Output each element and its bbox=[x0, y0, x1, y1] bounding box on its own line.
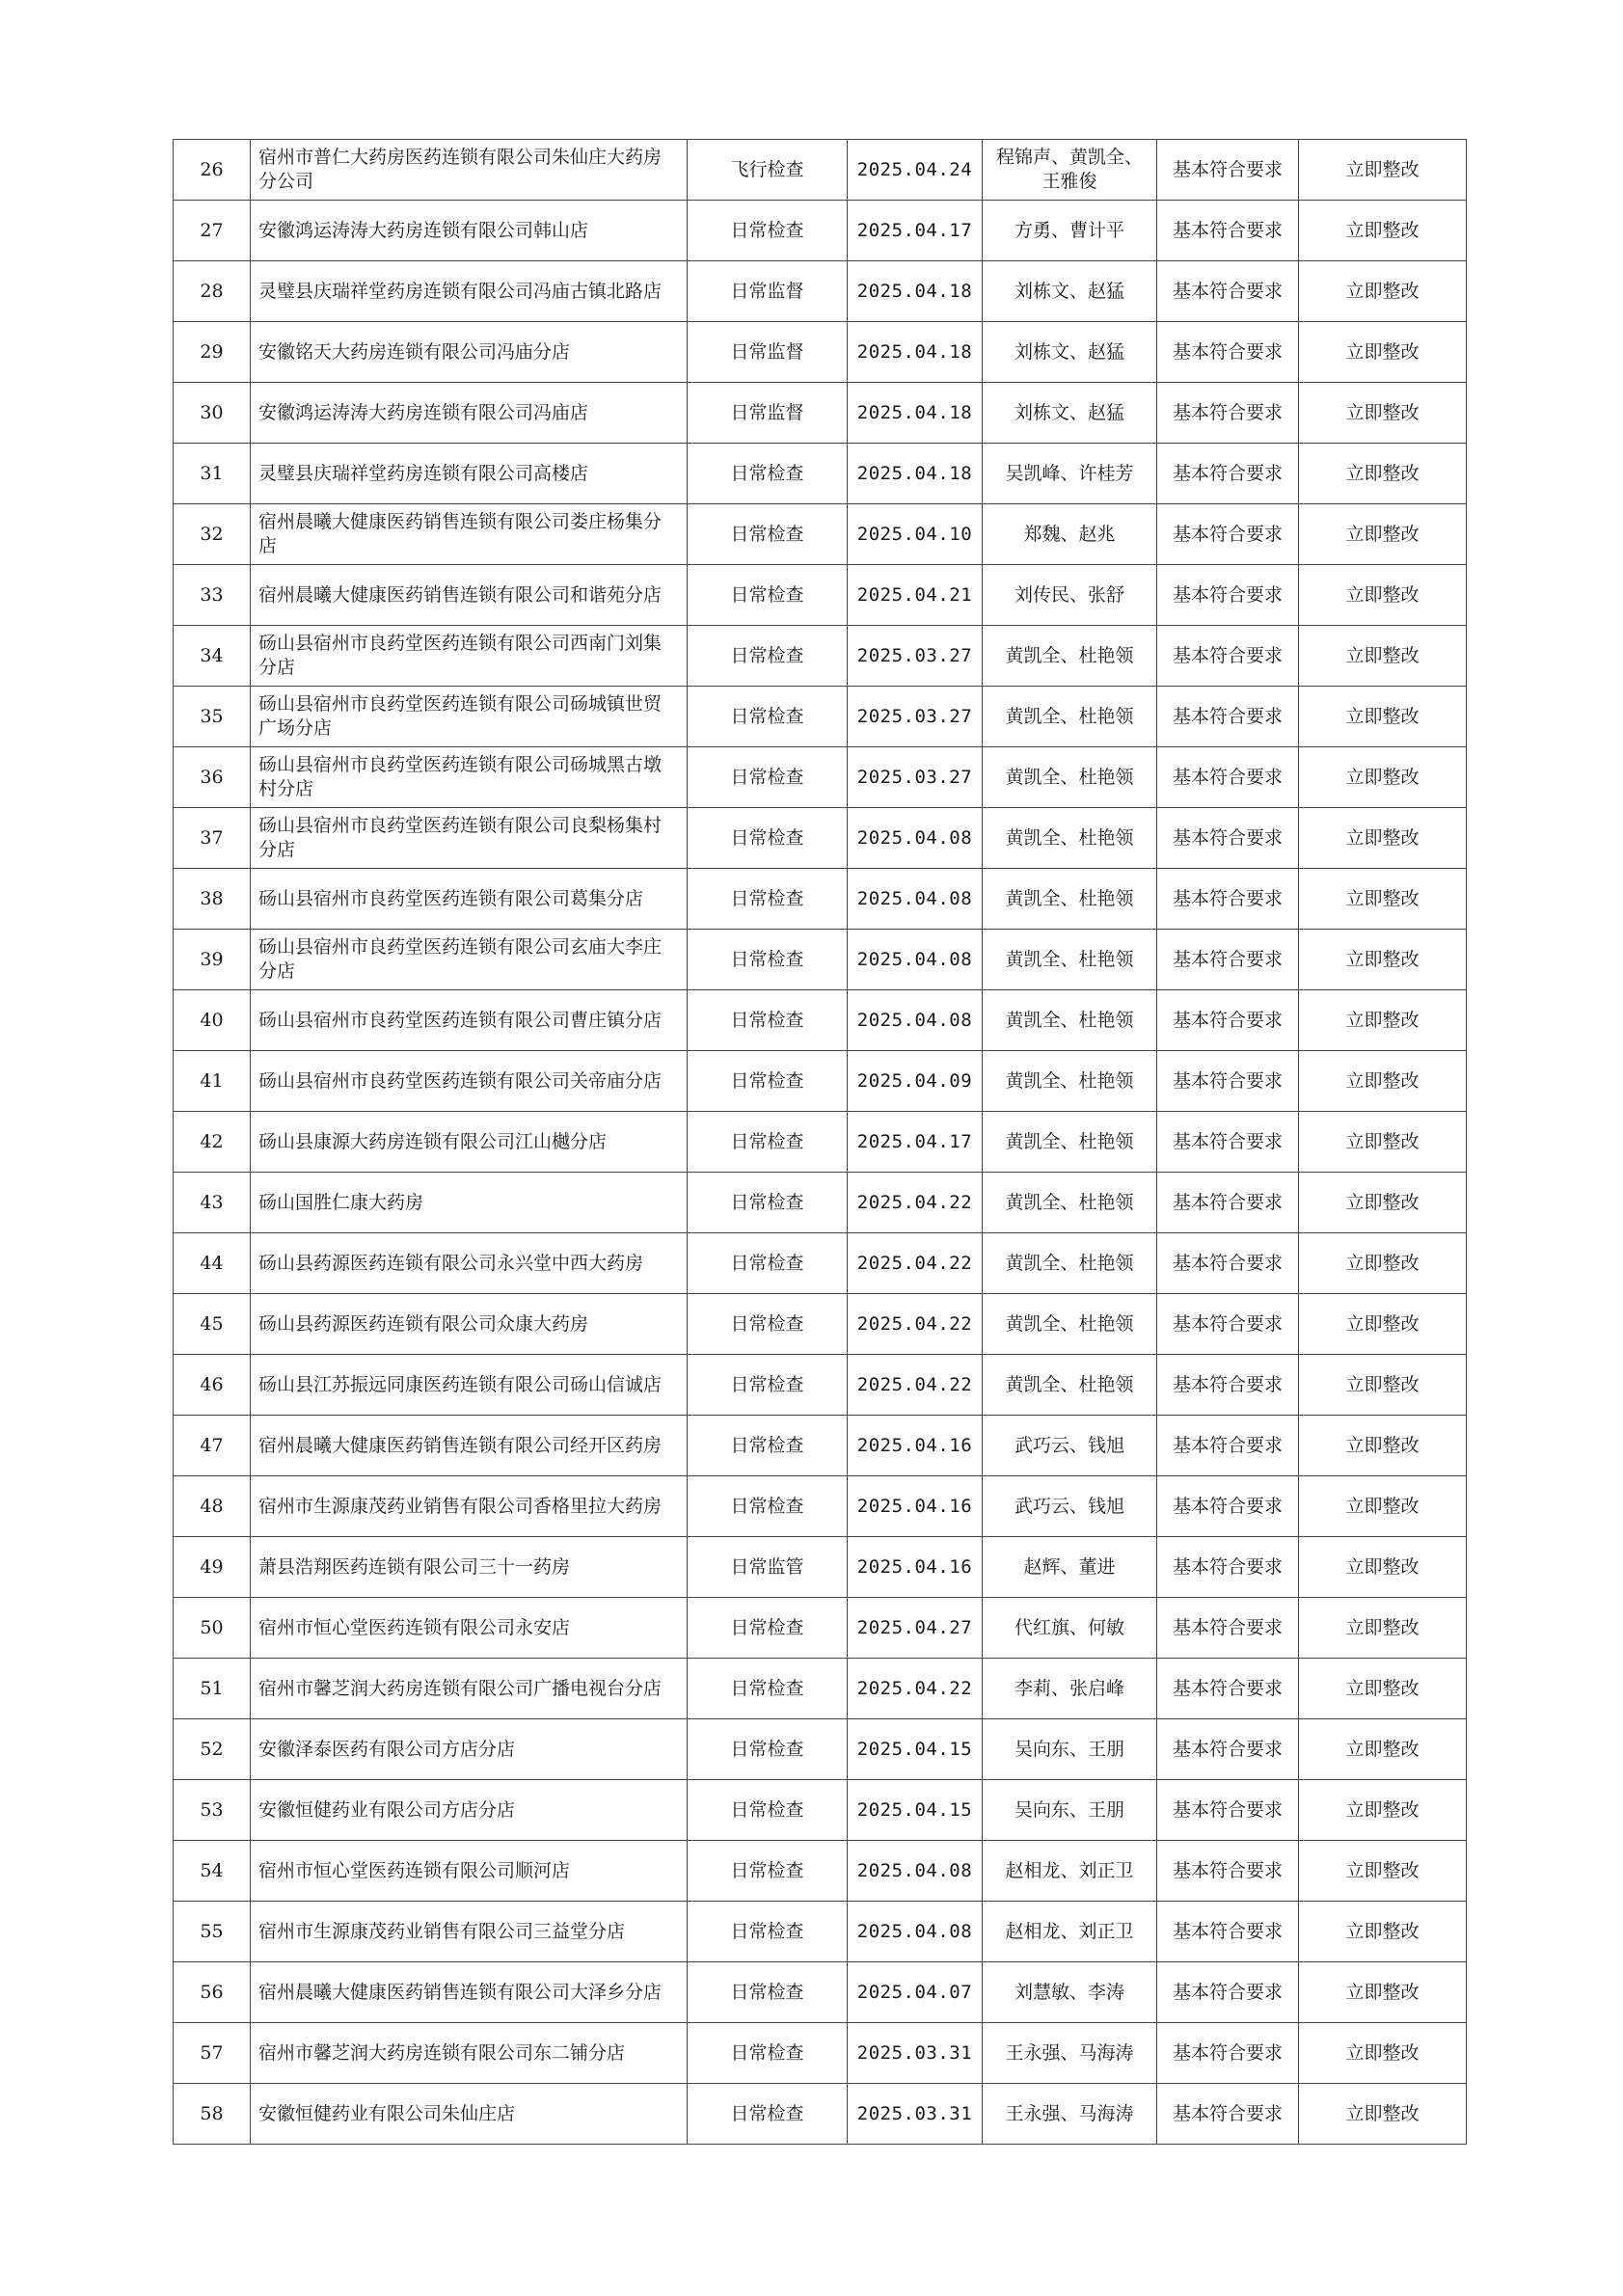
rectification-action-cell: 立即整改 bbox=[1299, 565, 1467, 626]
inspection-date-cell: 2025.04.16 bbox=[848, 1476, 983, 1537]
inspection-type-cell: 日常检查 bbox=[688, 1780, 848, 1841]
rectification-action-cell: 立即整改 bbox=[1299, 261, 1467, 322]
inspection-type-cell: 日常检查 bbox=[688, 444, 848, 504]
inspection-result-cell: 基本符合要求 bbox=[1157, 1659, 1299, 1719]
inspectors-cell: 黄凯全、杜艳领 bbox=[983, 990, 1157, 1051]
inspectors-cell: 赵辉、董进 bbox=[983, 1537, 1157, 1598]
pharmacy-name-cell: 砀山县药源医药连锁有限公司永兴堂中西大药房 bbox=[251, 1233, 688, 1294]
inspectors-cell: 王永强、马海涛 bbox=[983, 2023, 1157, 2084]
inspection-date-cell: 2025.04.07 bbox=[848, 1962, 983, 2023]
rectification-action-cell: 立即整改 bbox=[1299, 444, 1467, 504]
inspection-date-cell: 2025.04.22 bbox=[848, 1233, 983, 1294]
rectification-action-cell: 立即整改 bbox=[1299, 1537, 1467, 1598]
table-row bbox=[174, 687, 1467, 747]
table-row bbox=[174, 1841, 1467, 1902]
table-row bbox=[174, 1962, 1467, 2023]
pharmacy-name-cell: 砀山县宿州市良药堂医药连锁有限公司西南门刘集分店 bbox=[251, 626, 688, 687]
pharmacy-name-cell: 安徽铭天大药房连锁有限公司冯庙分店 bbox=[251, 322, 688, 383]
row-number-cell: 27 bbox=[174, 201, 251, 261]
inspectors-cell: 程锦声、黄凯全、王雅俊 bbox=[983, 140, 1157, 201]
pharmacy-name-cell: 宿州市生源康茂药业销售有限公司三益堂分店 bbox=[251, 1902, 688, 1962]
pharmacy-name-cell: 砀山国胜仁康大药房 bbox=[251, 1173, 688, 1233]
inspection-type-cell: 飞行检查 bbox=[688, 140, 848, 201]
inspection-result-cell: 基本符合要求 bbox=[1157, 2084, 1299, 2145]
table-row bbox=[174, 322, 1467, 383]
inspectors-cell: 郑魏、赵兆 bbox=[983, 504, 1157, 565]
inspection-date-cell: 2025.04.22 bbox=[848, 1659, 983, 1719]
row-number-cell: 42 bbox=[174, 1112, 251, 1173]
row-number-cell: 29 bbox=[174, 322, 251, 383]
rectification-action-cell: 立即整改 bbox=[1299, 201, 1467, 261]
pharmacy-name-cell: 灵璧县庆瑞祥堂药房连锁有限公司高楼店 bbox=[251, 444, 688, 504]
inspection-result-cell: 基本符合要求 bbox=[1157, 140, 1299, 201]
rectification-action-cell: 立即整改 bbox=[1299, 687, 1467, 747]
rectification-action-cell: 立即整改 bbox=[1299, 1598, 1467, 1659]
inspectors-cell: 吴向东、王朋 bbox=[983, 1719, 1157, 1780]
table-row bbox=[174, 626, 1467, 687]
row-number-cell: 34 bbox=[174, 626, 251, 687]
row-number-cell: 41 bbox=[174, 1051, 251, 1112]
rectification-action-cell: 立即整改 bbox=[1299, 808, 1467, 869]
table-row bbox=[174, 1233, 1467, 1294]
rectification-action-cell: 立即整改 bbox=[1299, 140, 1467, 201]
inspection-date-cell: 2025.04.16 bbox=[848, 1537, 983, 1598]
inspection-result-cell: 基本符合要求 bbox=[1157, 1841, 1299, 1902]
inspectors-cell: 吴凯峰、许桂芳 bbox=[983, 444, 1157, 504]
pharmacy-name-cell: 萧县浩翔医药连锁有限公司三十一药房 bbox=[251, 1537, 688, 1598]
inspectors-cell: 黄凯全、杜艳领 bbox=[983, 1173, 1157, 1233]
inspection-type-cell: 日常检查 bbox=[688, 930, 848, 990]
inspectors-cell: 武巧云、钱旭 bbox=[983, 1416, 1157, 1476]
inspection-date-cell: 2025.04.17 bbox=[848, 1112, 983, 1173]
inspection-date-cell: 2025.04.22 bbox=[848, 1294, 983, 1355]
inspectors-cell: 武巧云、钱旭 bbox=[983, 1476, 1157, 1537]
inspection-result-cell: 基本符合要求 bbox=[1157, 322, 1299, 383]
row-number-cell: 51 bbox=[174, 1659, 251, 1719]
inspectors-cell: 刘慧敏、李涛 bbox=[983, 1962, 1157, 2023]
inspectors-cell: 刘传民、张舒 bbox=[983, 565, 1157, 626]
table-row bbox=[174, 1476, 1467, 1537]
inspection-type-cell: 日常检查 bbox=[688, 1173, 848, 1233]
inspection-date-cell: 2025.03.27 bbox=[848, 747, 983, 808]
inspection-type-cell: 日常检查 bbox=[688, 1598, 848, 1659]
pharmacy-name-cell: 宿州市馨芝润大药房连锁有限公司东二铺分店 bbox=[251, 2023, 688, 2084]
table-row bbox=[174, 1112, 1467, 1173]
table-row bbox=[174, 1598, 1467, 1659]
pharmacy-name-cell: 砀山县药源医药连锁有限公司众康大药房 bbox=[251, 1294, 688, 1355]
rectification-action-cell: 立即整改 bbox=[1299, 990, 1467, 1051]
inspectors-cell: 刘栋文、赵猛 bbox=[983, 322, 1157, 383]
table-row bbox=[174, 565, 1467, 626]
table-row bbox=[174, 869, 1467, 930]
table-row bbox=[174, 2023, 1467, 2084]
inspection-date-cell: 2025.04.27 bbox=[848, 1598, 983, 1659]
table-row bbox=[174, 1537, 1467, 1598]
inspection-type-cell: 日常检查 bbox=[688, 1902, 848, 1962]
table-body bbox=[174, 140, 1467, 2145]
inspection-type-cell: 日常检查 bbox=[688, 1841, 848, 1902]
inspection-date-cell: 2025.04.15 bbox=[848, 1719, 983, 1780]
inspectors-cell: 黄凯全、杜艳领 bbox=[983, 1112, 1157, 1173]
rectification-action-cell: 立即整改 bbox=[1299, 504, 1467, 565]
row-number-cell: 40 bbox=[174, 990, 251, 1051]
rectification-action-cell: 立即整改 bbox=[1299, 1294, 1467, 1355]
inspection-result-cell: 基本符合要求 bbox=[1157, 869, 1299, 930]
inspection-type-cell: 日常检查 bbox=[688, 990, 848, 1051]
pharmacy-name-cell: 砀山县宿州市良药堂医药连锁有限公司曹庄镇分店 bbox=[251, 990, 688, 1051]
row-number-cell: 38 bbox=[174, 869, 251, 930]
inspection-result-cell: 基本符合要求 bbox=[1157, 747, 1299, 808]
inspection-result-cell: 基本符合要求 bbox=[1157, 1962, 1299, 2023]
table-row bbox=[174, 1416, 1467, 1476]
inspectors-cell: 黄凯全、杜艳领 bbox=[983, 747, 1157, 808]
row-number-cell: 28 bbox=[174, 261, 251, 322]
inspectors-cell: 黄凯全、杜艳领 bbox=[983, 1233, 1157, 1294]
pharmacy-name-cell: 宿州市馨芝润大药房连锁有限公司广播电视台分店 bbox=[251, 1659, 688, 1719]
row-number-cell: 58 bbox=[174, 2084, 251, 2145]
inspection-result-cell: 基本符合要求 bbox=[1157, 1173, 1299, 1233]
table-row bbox=[174, 930, 1467, 990]
row-number-cell: 43 bbox=[174, 1173, 251, 1233]
inspection-type-cell: 日常监管 bbox=[688, 1537, 848, 1598]
row-number-cell: 35 bbox=[174, 687, 251, 747]
table-row bbox=[174, 808, 1467, 869]
inspectors-cell: 黄凯全、杜艳领 bbox=[983, 1051, 1157, 1112]
table-row bbox=[174, 140, 1467, 201]
inspection-result-cell: 基本符合要求 bbox=[1157, 2023, 1299, 2084]
inspection-type-cell: 日常检查 bbox=[688, 1112, 848, 1173]
inspection-type-cell: 日常检查 bbox=[688, 1476, 848, 1537]
pharmacy-name-cell: 砀山县宿州市良药堂医药连锁有限公司砀城镇世贸广场分店 bbox=[251, 687, 688, 747]
table-row bbox=[174, 1659, 1467, 1719]
inspection-result-cell: 基本符合要求 bbox=[1157, 1112, 1299, 1173]
rectification-action-cell: 立即整改 bbox=[1299, 2023, 1467, 2084]
inspection-date-cell: 2025.04.17 bbox=[848, 201, 983, 261]
inspection-result-cell: 基本符合要求 bbox=[1157, 1719, 1299, 1780]
inspectors-cell: 黄凯全、杜艳领 bbox=[983, 626, 1157, 687]
rectification-action-cell: 立即整改 bbox=[1299, 1719, 1467, 1780]
rectification-action-cell: 立即整改 bbox=[1299, 1416, 1467, 1476]
rectification-action-cell: 立即整改 bbox=[1299, 1112, 1467, 1173]
inspection-date-cell: 2025.04.08 bbox=[848, 990, 983, 1051]
inspectors-cell: 黄凯全、杜艳领 bbox=[983, 1355, 1157, 1416]
row-number-cell: 54 bbox=[174, 1841, 251, 1902]
inspection-result-cell: 基本符合要求 bbox=[1157, 504, 1299, 565]
inspection-result-cell: 基本符合要求 bbox=[1157, 1355, 1299, 1416]
rectification-action-cell: 立即整改 bbox=[1299, 1355, 1467, 1416]
inspectors-cell: 刘栋文、赵猛 bbox=[983, 383, 1157, 444]
inspection-date-cell: 2025.04.08 bbox=[848, 1841, 983, 1902]
inspection-date-cell: 2025.04.16 bbox=[848, 1416, 983, 1476]
rectification-action-cell: 立即整改 bbox=[1299, 1051, 1467, 1112]
table-row bbox=[174, 201, 1467, 261]
row-number-cell: 39 bbox=[174, 930, 251, 990]
rectification-action-cell: 立即整改 bbox=[1299, 1962, 1467, 2023]
inspection-result-cell: 基本符合要求 bbox=[1157, 1294, 1299, 1355]
inspection-type-cell: 日常检查 bbox=[688, 808, 848, 869]
rectification-action-cell: 立即整改 bbox=[1299, 2084, 1467, 2145]
inspection-date-cell: 2025.04.18 bbox=[848, 322, 983, 383]
table-row bbox=[174, 747, 1467, 808]
inspection-type-cell: 日常检查 bbox=[688, 201, 848, 261]
inspection-type-cell: 日常检查 bbox=[688, 2023, 848, 2084]
pharmacy-name-cell: 宿州晨曦大健康医药销售连锁有限公司大泽乡分店 bbox=[251, 1962, 688, 2023]
pharmacy-name-cell: 安徽鸿运涛涛大药房连锁有限公司冯庙店 bbox=[251, 383, 688, 444]
row-number-cell: 50 bbox=[174, 1598, 251, 1659]
inspection-table bbox=[173, 139, 1467, 2145]
row-number-cell: 55 bbox=[174, 1902, 251, 1962]
pharmacy-name-cell: 宿州晨曦大健康医药销售连锁有限公司和谐苑分店 bbox=[251, 565, 688, 626]
table-row bbox=[174, 2084, 1467, 2145]
pharmacy-name-cell: 砀山县宿州市良药堂医药连锁有限公司砀城黑古墩村分店 bbox=[251, 747, 688, 808]
table-row bbox=[174, 383, 1467, 444]
pharmacy-name-cell: 安徽泽泰医药有限公司方店分店 bbox=[251, 1719, 688, 1780]
inspection-date-cell: 2025.04.09 bbox=[848, 1051, 983, 1112]
inspection-type-cell: 日常检查 bbox=[688, 1233, 848, 1294]
inspection-date-cell: 2025.04.18 bbox=[848, 444, 983, 504]
inspection-result-cell: 基本符合要求 bbox=[1157, 261, 1299, 322]
pharmacy-name-cell: 砀山县宿州市良药堂医药连锁有限公司关帝庙分店 bbox=[251, 1051, 688, 1112]
rectification-action-cell: 立即整改 bbox=[1299, 1476, 1467, 1537]
row-number-cell: 44 bbox=[174, 1233, 251, 1294]
inspectors-cell: 王永强、马海涛 bbox=[983, 2084, 1157, 2145]
inspection-date-cell: 2025.04.08 bbox=[848, 808, 983, 869]
rectification-action-cell: 立即整改 bbox=[1299, 1173, 1467, 1233]
inspection-date-cell: 2025.04.22 bbox=[848, 1173, 983, 1233]
inspection-type-cell: 日常检查 bbox=[688, 687, 848, 747]
inspection-type-cell: 日常检查 bbox=[688, 565, 848, 626]
pharmacy-name-cell: 砀山县宿州市良药堂医药连锁有限公司玄庙大李庄分店 bbox=[251, 930, 688, 990]
rectification-action-cell: 立即整改 bbox=[1299, 322, 1467, 383]
inspection-date-cell: 2025.04.21 bbox=[848, 565, 983, 626]
row-number-cell: 49 bbox=[174, 1537, 251, 1598]
inspection-type-cell: 日常监督 bbox=[688, 261, 848, 322]
inspection-date-cell: 2025.04.18 bbox=[848, 261, 983, 322]
inspectors-cell: 黄凯全、杜艳领 bbox=[983, 869, 1157, 930]
inspection-result-cell: 基本符合要求 bbox=[1157, 1537, 1299, 1598]
table-row bbox=[174, 444, 1467, 504]
inspection-type-cell: 日常检查 bbox=[688, 747, 848, 808]
inspection-result-cell: 基本符合要求 bbox=[1157, 1476, 1299, 1537]
inspection-result-cell: 基本符合要求 bbox=[1157, 990, 1299, 1051]
table-row bbox=[174, 1173, 1467, 1233]
inspection-type-cell: 日常检查 bbox=[688, 1719, 848, 1780]
inspection-type-cell: 日常检查 bbox=[688, 1659, 848, 1719]
table-row bbox=[174, 1719, 1467, 1780]
inspection-date-cell: 2025.04.10 bbox=[848, 504, 983, 565]
row-number-cell: 36 bbox=[174, 747, 251, 808]
inspectors-cell: 刘栋文、赵猛 bbox=[983, 261, 1157, 322]
row-number-cell: 45 bbox=[174, 1294, 251, 1355]
inspection-date-cell: 2025.03.27 bbox=[848, 687, 983, 747]
inspection-result-cell: 基本符合要求 bbox=[1157, 930, 1299, 990]
row-number-cell: 47 bbox=[174, 1416, 251, 1476]
row-number-cell: 30 bbox=[174, 383, 251, 444]
row-number-cell: 57 bbox=[174, 2023, 251, 2084]
inspection-type-cell: 日常检查 bbox=[688, 504, 848, 565]
inspectors-cell: 赵相龙、刘正卫 bbox=[983, 1841, 1157, 1902]
rectification-action-cell: 立即整改 bbox=[1299, 1659, 1467, 1719]
row-number-cell: 37 bbox=[174, 808, 251, 869]
rectification-action-cell: 立即整改 bbox=[1299, 869, 1467, 930]
inspection-type-cell: 日常检查 bbox=[688, 626, 848, 687]
inspection-result-cell: 基本符合要求 bbox=[1157, 808, 1299, 869]
table-row bbox=[174, 504, 1467, 565]
row-number-cell: 33 bbox=[174, 565, 251, 626]
inspection-date-cell: 2025.04.18 bbox=[848, 383, 983, 444]
inspectors-cell: 李莉、张启峰 bbox=[983, 1659, 1157, 1719]
inspection-date-cell: 2025.04.08 bbox=[848, 1902, 983, 1962]
pharmacy-name-cell: 宿州市恒心堂医药连锁有限公司顺河店 bbox=[251, 1841, 688, 1902]
pharmacy-name-cell: 宿州市恒心堂医药连锁有限公司永安店 bbox=[251, 1598, 688, 1659]
inspection-type-cell: 日常监督 bbox=[688, 383, 848, 444]
row-number-cell: 56 bbox=[174, 1962, 251, 2023]
inspectors-cell: 吴向东、王朋 bbox=[983, 1780, 1157, 1841]
pharmacy-name-cell: 安徽恒健药业有限公司方店分店 bbox=[251, 1780, 688, 1841]
table-row bbox=[174, 261, 1467, 322]
pharmacy-name-cell: 砀山县宿州市良药堂医药连锁有限公司葛集分店 bbox=[251, 869, 688, 930]
inspection-date-cell: 2025.03.31 bbox=[848, 2023, 983, 2084]
inspection-result-cell: 基本符合要求 bbox=[1157, 1233, 1299, 1294]
inspection-result-cell: 基本符合要求 bbox=[1157, 1902, 1299, 1962]
row-number-cell: 53 bbox=[174, 1780, 251, 1841]
inspection-type-cell: 日常检查 bbox=[688, 1355, 848, 1416]
row-number-cell: 52 bbox=[174, 1719, 251, 1780]
inspection-date-cell: 2025.03.31 bbox=[848, 2084, 983, 2145]
row-number-cell: 32 bbox=[174, 504, 251, 565]
inspection-date-cell: 2025.04.15 bbox=[848, 1780, 983, 1841]
inspection-type-cell: 日常检查 bbox=[688, 2084, 848, 2145]
inspectors-cell: 赵相龙、刘正卫 bbox=[983, 1902, 1157, 1962]
pharmacy-name-cell: 安徽鸿运涛涛大药房连锁有限公司韩山店 bbox=[251, 201, 688, 261]
inspection-result-cell: 基本符合要求 bbox=[1157, 1598, 1299, 1659]
rectification-action-cell: 立即整改 bbox=[1299, 747, 1467, 808]
pharmacy-name-cell: 砀山县宿州市良药堂医药连锁有限公司良梨杨集村分店 bbox=[251, 808, 688, 869]
inspection-type-cell: 日常检查 bbox=[688, 1051, 848, 1112]
inspection-result-cell: 基本符合要求 bbox=[1157, 565, 1299, 626]
inspection-result-cell: 基本符合要求 bbox=[1157, 626, 1299, 687]
pharmacy-name-cell: 砀山县江苏振远同康医药连锁有限公司砀山信诚店 bbox=[251, 1355, 688, 1416]
inspection-date-cell: 2025.04.22 bbox=[848, 1355, 983, 1416]
pharmacy-name-cell: 宿州市普仁大药房医药连锁有限公司朱仙庄大药房分公司 bbox=[251, 140, 688, 201]
rectification-action-cell: 立即整改 bbox=[1299, 626, 1467, 687]
inspection-result-cell: 基本符合要求 bbox=[1157, 1780, 1299, 1841]
inspection-date-cell: 2025.03.27 bbox=[848, 626, 983, 687]
inspection-type-cell: 日常检查 bbox=[688, 1962, 848, 2023]
inspectors-cell: 黄凯全、杜艳领 bbox=[983, 1294, 1157, 1355]
pharmacy-name-cell: 灵璧县庆瑞祥堂药房连锁有限公司冯庙古镇北路店 bbox=[251, 261, 688, 322]
pharmacy-name-cell: 宿州市生源康茂药业销售有限公司香格里拉大药房 bbox=[251, 1476, 688, 1537]
inspection-type-cell: 日常监督 bbox=[688, 322, 848, 383]
inspection-date-cell: 2025.04.08 bbox=[848, 869, 983, 930]
inspection-date-cell: 2025.04.24 bbox=[848, 140, 983, 201]
pharmacy-name-cell: 安徽恒健药业有限公司朱仙庄店 bbox=[251, 2084, 688, 2145]
inspectors-cell: 方勇、曹计平 bbox=[983, 201, 1157, 261]
table-row bbox=[174, 1780, 1467, 1841]
inspection-date-cell: 2025.04.08 bbox=[848, 930, 983, 990]
inspection-result-cell: 基本符合要求 bbox=[1157, 1416, 1299, 1476]
inspection-result-cell: 基本符合要求 bbox=[1157, 383, 1299, 444]
rectification-action-cell: 立即整改 bbox=[1299, 1902, 1467, 1962]
table-row bbox=[174, 1051, 1467, 1112]
inspection-result-cell: 基本符合要求 bbox=[1157, 1051, 1299, 1112]
inspection-type-cell: 日常检查 bbox=[688, 1294, 848, 1355]
inspection-result-cell: 基本符合要求 bbox=[1157, 201, 1299, 261]
pharmacy-name-cell: 宿州晨曦大健康医药销售连锁有限公司经开区药房 bbox=[251, 1416, 688, 1476]
table-row bbox=[174, 990, 1467, 1051]
inspection-result-cell: 基本符合要求 bbox=[1157, 687, 1299, 747]
inspectors-cell: 黄凯全、杜艳领 bbox=[983, 930, 1157, 990]
rectification-action-cell: 立即整改 bbox=[1299, 383, 1467, 444]
row-number-cell: 26 bbox=[174, 140, 251, 201]
rectification-action-cell: 立即整改 bbox=[1299, 930, 1467, 990]
rectification-action-cell: 立即整改 bbox=[1299, 1841, 1467, 1902]
rectification-action-cell: 立即整改 bbox=[1299, 1233, 1467, 1294]
inspectors-cell: 黄凯全、杜艳领 bbox=[983, 687, 1157, 747]
inspectors-cell: 代红旗、何敏 bbox=[983, 1598, 1157, 1659]
inspection-type-cell: 日常检查 bbox=[688, 869, 848, 930]
row-number-cell: 48 bbox=[174, 1476, 251, 1537]
inspection-type-cell: 日常检查 bbox=[688, 1416, 848, 1476]
inspectors-cell: 黄凯全、杜艳领 bbox=[983, 808, 1157, 869]
table-row bbox=[174, 1355, 1467, 1416]
table-row bbox=[174, 1902, 1467, 1962]
pharmacy-name-cell: 砀山县康源大药房连锁有限公司江山樾分店 bbox=[251, 1112, 688, 1173]
row-number-cell: 31 bbox=[174, 444, 251, 504]
table-row bbox=[174, 1294, 1467, 1355]
inspection-result-cell: 基本符合要求 bbox=[1157, 444, 1299, 504]
row-number-cell: 46 bbox=[174, 1355, 251, 1416]
rectification-action-cell: 立即整改 bbox=[1299, 1780, 1467, 1841]
pharmacy-name-cell: 宿州晨曦大健康医药销售连锁有限公司娄庄杨集分店 bbox=[251, 504, 688, 565]
